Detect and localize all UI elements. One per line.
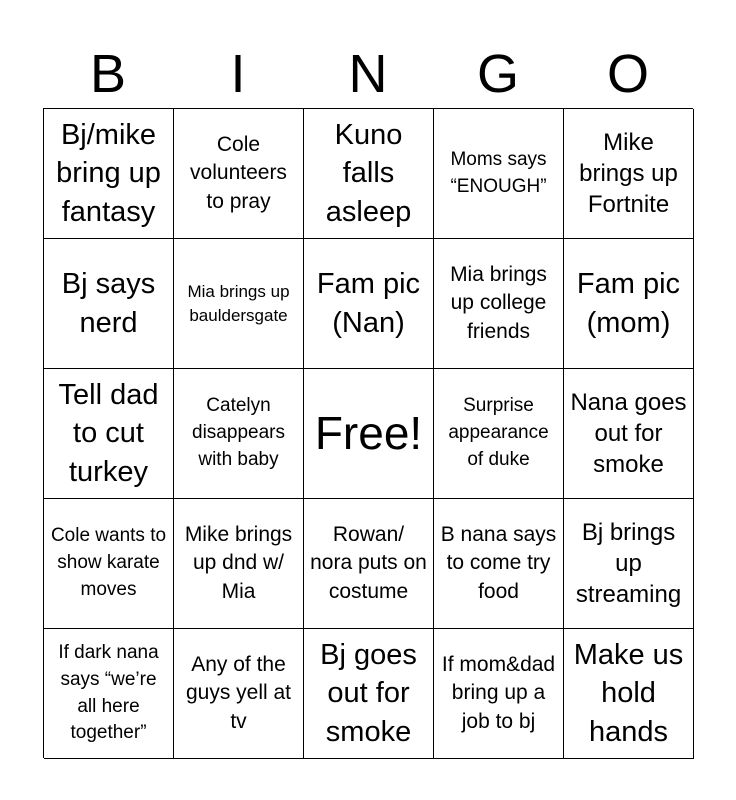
cell-text: Nana goes out for smoke — [570, 388, 687, 479]
bingo-cell[interactable] — [44, 239, 174, 369]
bingo-cell[interactable] — [174, 629, 304, 759]
cell-text: Make us hold hands — [573, 638, 684, 748]
bingo-cell[interactable] — [44, 369, 174, 499]
cell-text: Bj brings up streaming — [575, 518, 682, 609]
header-letter-i: I — [230, 44, 246, 104]
cell-text: Mike brings up Fortnite — [579, 128, 678, 219]
bingo-cell[interactable] — [304, 109, 434, 239]
bingo-cell[interactable] — [174, 499, 304, 629]
cell-text: Fam pic (mom) — [576, 267, 681, 339]
cell-text: Free! — [314, 407, 423, 460]
header-letter-n: N — [348, 44, 388, 104]
cell-text: Cole volunteers to pray — [190, 132, 287, 213]
cell-text: Kuno falls asleep — [325, 118, 412, 228]
bingo-cell[interactable] — [564, 369, 694, 499]
bingo-cell[interactable] — [434, 109, 564, 239]
bingo-cell[interactable] — [304, 629, 434, 759]
cell-text: If mom&dad bring up a job to bj — [441, 652, 556, 733]
cell-text: Mia brings up college friends — [450, 262, 547, 343]
cell-text: Catelyn disappears with baby — [192, 395, 285, 470]
bingo-cell[interactable] — [434, 629, 564, 759]
cell-text: Bj says nerd — [61, 267, 156, 339]
cell-text: Mia brings up bauldersgate — [187, 281, 290, 325]
header-letter-o: O — [606, 44, 649, 104]
cell-text: Rowan/ nora puts on costume — [310, 522, 427, 603]
bingo-cell[interactable] — [174, 369, 304, 499]
cell-text: If dark nana says “we’re all here together” — [58, 641, 159, 744]
cell-text: Surprise appearance of duke — [448, 395, 549, 470]
bingo-cell[interactable] — [564, 239, 694, 369]
bingo-cell[interactable] — [304, 499, 434, 629]
bingo-cell[interactable] — [174, 109, 304, 239]
cell-text: Bj goes out for smoke — [320, 638, 417, 748]
bingo-cell[interactable] — [564, 499, 694, 629]
header-letter-g: G — [476, 44, 519, 104]
cell-text: Cole wants to show karate moves — [50, 525, 167, 600]
bingo-cell[interactable] — [434, 369, 564, 499]
header-letter-b: B — [89, 44, 127, 104]
bingo-cell[interactable] — [44, 109, 174, 239]
cell-text: Moms says “ENOUGH” — [450, 148, 547, 197]
cell-text: Mike brings up dnd w/ Mia — [184, 522, 293, 603]
bingo-cell[interactable] — [564, 629, 694, 759]
bingo-board — [43, 108, 693, 758]
cell-text: Any of the guys yell at tv — [185, 652, 292, 733]
bingo-cell[interactable] — [304, 239, 434, 369]
bingo-cell[interactable] — [44, 629, 174, 759]
bingo-cell[interactable] — [174, 239, 304, 369]
cell-text: B nana says to come try food — [440, 522, 557, 603]
cell-text: Fam pic (Nan) — [316, 267, 421, 339]
bingo-cell[interactable] — [434, 239, 564, 369]
bingo-cell[interactable] — [564, 109, 694, 239]
cell-text: Tell dad to cut turkey — [58, 378, 159, 488]
free-space-cell[interactable] — [304, 369, 434, 499]
bingo-cell[interactable] — [44, 499, 174, 629]
bingo-cell[interactable] — [434, 499, 564, 629]
bingo-header — [43, 40, 693, 108]
cell-text: Bj/mike bring up fantasy — [56, 118, 161, 228]
